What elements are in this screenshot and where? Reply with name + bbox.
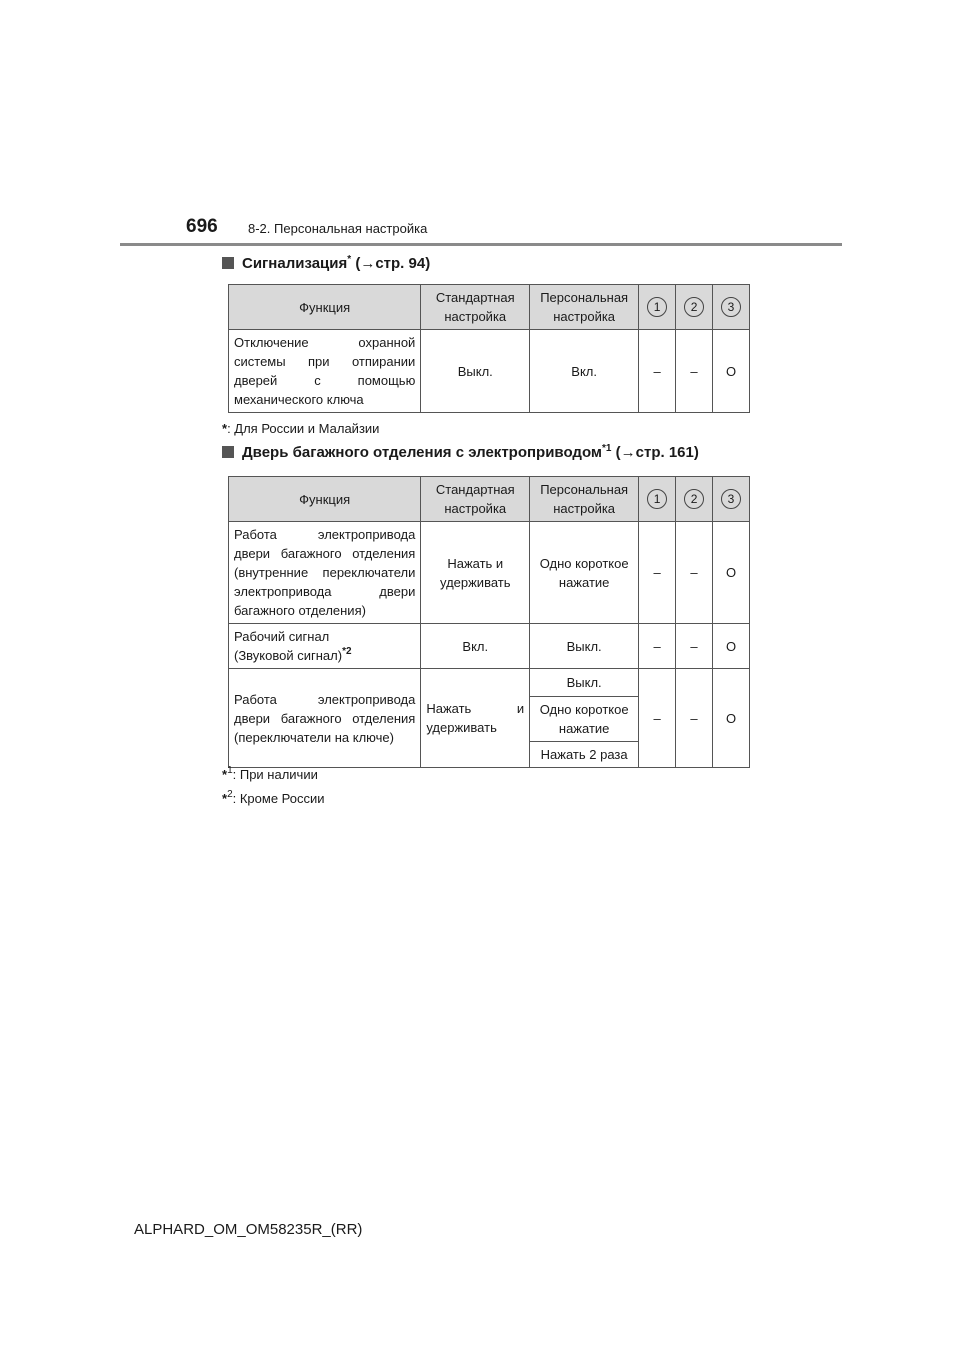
table-header-row: [229, 477, 750, 522]
footnote-mark: *: [222, 421, 228, 436]
col3-cell: O: [713, 624, 750, 669]
page-reference: (→стр. 94): [355, 255, 431, 272]
footnote-star: *: [342, 646, 346, 657]
column-header-default: Стандартная настройка: [421, 477, 530, 522]
function-cell: Работа электропривода двери багажного отделения (внутренние переключатели электропривода двери багажного отделения): [229, 522, 421, 624]
square-bullet-icon: [222, 257, 234, 269]
col2-cell: –: [676, 669, 713, 768]
col2-cell: –: [676, 522, 713, 624]
column-header-3: [713, 477, 750, 522]
footnote-star: *: [347, 254, 352, 265]
power-door-settings-table: [228, 476, 750, 768]
page-reference: (→стр. 161): [615, 444, 699, 461]
footnote-text: : Для России и Малайзии: [227, 421, 380, 436]
personal-cell: Выкл.: [530, 624, 639, 669]
col3-cell: O: [713, 330, 750, 413]
personal-cell: Одно короткое нажатие: [530, 522, 639, 624]
table-header-row: [229, 285, 750, 330]
personal-option-cell: Одно короткое нажатие: [530, 697, 639, 742]
column-header-personal: Персональная настройка: [530, 477, 639, 522]
circled-number-2-icon: 2: [684, 297, 704, 317]
footnote-region: [222, 421, 379, 436]
column-header-1: [639, 285, 676, 330]
circled-number-1-icon: 1: [647, 489, 667, 509]
default-cell: Нажать и удерживать: [421, 522, 530, 624]
square-bullet-icon: [222, 446, 234, 458]
page-number: 696: [186, 216, 218, 237]
col1-cell: –: [639, 522, 676, 624]
footnote-region: [222, 791, 325, 806]
heading-title: Сигнализация: [242, 255, 348, 272]
table-row: [229, 669, 750, 697]
footnote-number: 2: [345, 646, 352, 657]
default-cell: Нажать и удерживать: [421, 669, 530, 768]
column-header-2: [676, 285, 713, 330]
function-line-2: (Звуковой сигнал): [234, 648, 343, 663]
column-header-1: [639, 477, 676, 522]
col1-cell: –: [639, 330, 676, 413]
footnote-number: 2: [227, 789, 233, 800]
circled-number-2-icon: 2: [684, 489, 704, 509]
document-code: ALPHARD_OM_OM58235R_(RR): [134, 1221, 363, 1238]
function-cell: Отключение охранной системы при отпирании дверей с помощью механического ключа: [229, 330, 421, 413]
footnote-text: : Кроме России: [232, 791, 325, 806]
default-cell: Вкл.: [421, 624, 530, 669]
col1-cell: –: [639, 669, 676, 768]
function-line-1: Рабочий сигнал: [234, 629, 330, 644]
heading-title: Дверь багажного отделения с электроприводом: [242, 444, 602, 461]
col3-cell: O: [713, 669, 750, 768]
function-cell: [229, 624, 421, 669]
default-cell: Выкл.: [421, 330, 530, 413]
footnote-number: 1: [227, 765, 233, 776]
footnote-number: 1: [605, 443, 612, 454]
column-header-2: [676, 477, 713, 522]
column-header-function: Функция: [229, 285, 421, 330]
col3-cell: O: [713, 522, 750, 624]
footnote-star: *: [602, 443, 606, 454]
section-heading-power-door: [222, 444, 699, 461]
column-header-function: Функция: [229, 477, 421, 522]
circled-number-1-icon: 1: [647, 297, 667, 317]
table-row: [229, 330, 750, 413]
personal-cell: Вкл.: [530, 330, 639, 413]
section-heading-alarm: [222, 255, 430, 272]
alarm-settings-table: [228, 284, 750, 413]
col2-cell: –: [676, 624, 713, 669]
footnote-mark: *: [222, 767, 228, 782]
footnote-region: [222, 767, 318, 782]
col1-cell: –: [639, 624, 676, 669]
column-header-default: Стандартная настройка: [421, 285, 530, 330]
section-name: 8-2. Персональная настройка: [248, 221, 428, 236]
column-header-personal: Персональная настройка: [530, 285, 639, 330]
table-row: [229, 624, 750, 669]
column-header-3: [713, 285, 750, 330]
circled-number-3-icon: 3: [721, 489, 741, 509]
footnote-text: : При наличии: [232, 767, 318, 782]
circled-number-3-icon: 3: [721, 297, 741, 317]
function-cell: Работа электропривода двери багажного отделения (переключатели на ключе): [229, 669, 421, 768]
table-row: [229, 522, 750, 624]
col2-cell: –: [676, 330, 713, 413]
footnote-mark: *: [222, 791, 228, 806]
personal-option-cell: Выкл.: [530, 669, 639, 697]
personal-option-cell: Нажать 2 раза: [530, 742, 639, 768]
header-rule: [120, 243, 842, 246]
